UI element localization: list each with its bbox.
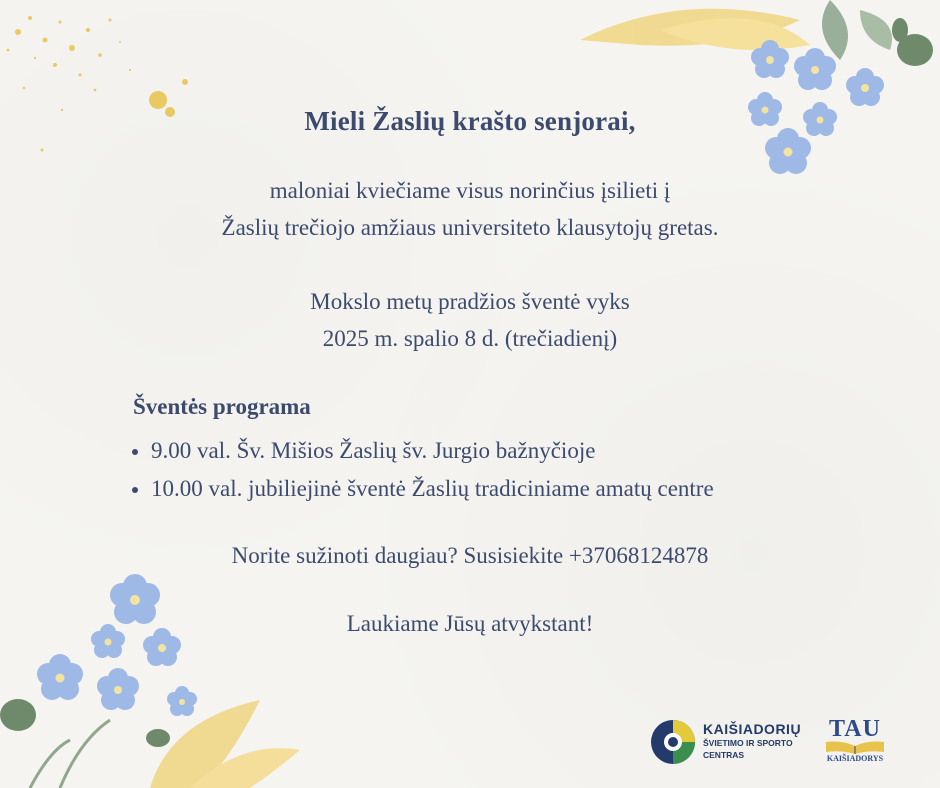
event-line-1: Mokslo metų pradžios šventė vyks — [310, 289, 630, 314]
event-paragraph — [0, 283, 940, 357]
kaisiadoriu-logo — [650, 718, 810, 766]
program-list — [130, 432, 714, 508]
top-right-flowers-decoration — [560, 0, 940, 200]
intro-line-2: Žaslių trečiojo amžiaus universiteto klausytojų gretas. — [221, 215, 719, 240]
tau-logo-sub: KAIŠIADORYS — [826, 754, 884, 763]
program-item: 10.00 val. jubiliejinė šventė Žaslių tradiciniame amatų centre — [130, 470, 714, 508]
bottom-left-flowers-decoration — [0, 570, 320, 788]
tau-logo-name: TAU — [829, 716, 881, 742]
contact-line: Norite sužinoti daugiau? Susisiekite +37068124878 — [231, 543, 709, 568]
closing-line: Laukiame Jūsų atvykstant! — [346, 611, 594, 636]
kaisiadoriu-logo-sub1: ŠVIETIMO IR SPORTO — [703, 738, 793, 748]
tau-logo — [818, 716, 892, 768]
event-date: 2025 m. spalio 8 d. (trečiadienį) — [322, 326, 618, 351]
open-book-icon — [818, 740, 892, 754]
program-title: Šventės programa — [133, 394, 311, 419]
greeting-heading: Mieli Žaslių krašto senjorai, — [304, 106, 636, 136]
gold-splatter-decoration — [0, 0, 210, 170]
kaisiadoriu-logo-name: KAIŠIADORIŲ — [703, 721, 802, 737]
intro-paragraph — [0, 172, 940, 246]
kaisiadoriu-emblem-icon — [650, 719, 696, 765]
intro-line-1: maloniai kviečiame visus norinčius įsilieti į — [269, 178, 671, 203]
kaisiadoriu-logo-sub2: CENTRAS — [703, 750, 745, 760]
program-item: 9.00 val. Šv. Mišios Žaslių šv. Jurgio bažnyčioje — [130, 432, 714, 470]
